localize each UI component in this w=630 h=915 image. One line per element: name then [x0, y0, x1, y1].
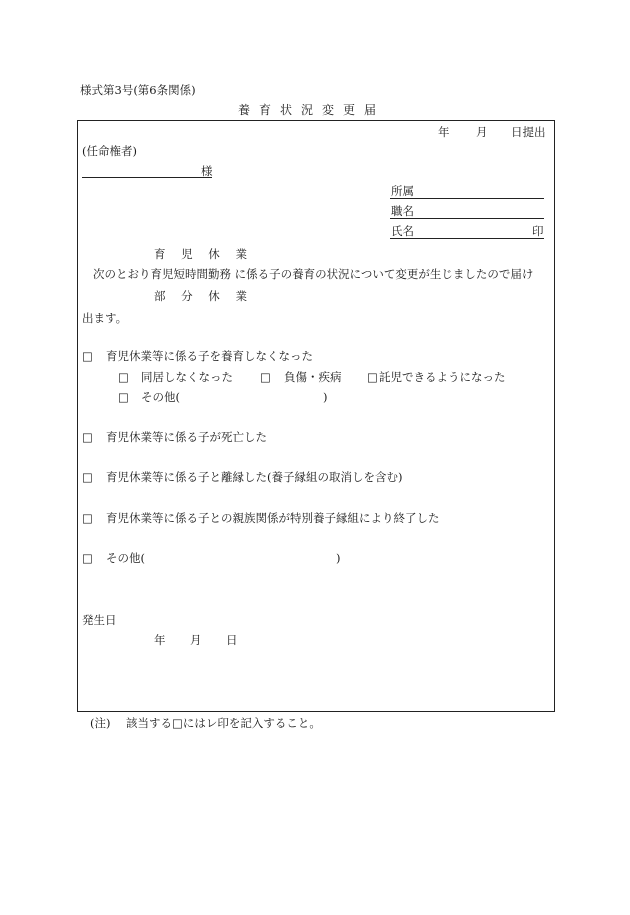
seal-label: 印 [532, 224, 544, 238]
checkbox-option-5[interactable]: □ [82, 551, 93, 565]
date-month-label: 月 [476, 125, 488, 139]
checkbox-option-1[interactable]: □ [82, 349, 93, 363]
form-frame [77, 120, 555, 712]
dept-line[interactable] [390, 198, 544, 199]
sub-d-open: その他( [141, 390, 180, 404]
note-text: 該当する□にはレ印を記入すること。 [126, 716, 321, 730]
leave-type-partial: 部 分 休 業 [154, 289, 253, 303]
checkbox-option-4[interactable]: □ [82, 511, 93, 525]
statement-text: 次のとおり育児短時間勤務 に係る子の養育の状況について変更が生じましたので届け [93, 267, 534, 281]
name-line[interactable] [390, 238, 544, 239]
occurrence-day: 日 [226, 633, 238, 647]
date-day-submitted-label: 日提出 [511, 125, 546, 139]
option-5-open: その他( [106, 551, 145, 565]
checkbox-sub-c[interactable]: □ [367, 370, 378, 384]
occurrence-month: 月 [190, 633, 202, 647]
statement-continuation: 出ます。 [82, 311, 128, 325]
sub-d-close: ) [323, 390, 328, 404]
name-label: 氏名 [391, 224, 414, 238]
authority-name-line[interactable] [82, 177, 212, 178]
checkbox-sub-d[interactable]: □ [118, 390, 129, 404]
checkbox-sub-a[interactable]: □ [118, 370, 129, 384]
option-2-text: 育児休業等に係る子が死亡した [106, 430, 267, 444]
occurrence-label: 発生日 [82, 613, 117, 627]
authority-label: (任命権者) [82, 144, 137, 158]
note-label: (注) [90, 716, 111, 730]
option-4-text: 育児休業等に係る子との親族関係が特別養子縁組により終了した [106, 511, 440, 525]
sub-a-text: 同居しなくなった [141, 370, 233, 384]
position-line[interactable] [390, 218, 544, 219]
option-5-close: ) [336, 551, 341, 565]
leave-type-childcare: 育 児 休 業 [154, 247, 253, 261]
position-label: 職名 [391, 204, 414, 218]
sub-c-text: 託児できるようになった [379, 370, 506, 384]
option-1-text: 育児休業等に係る子を養育しなくなった [106, 349, 313, 363]
form-title: 養育状況変更届 [238, 103, 386, 117]
sub-b-text: 負傷・疾病 [284, 370, 342, 384]
option-3-text: 育児休業等に係る子と離縁した(養子縁組の取消しを含む) [106, 470, 403, 484]
checkbox-option-3[interactable]: □ [82, 470, 93, 484]
authority-honorific: 様 [201, 164, 213, 178]
occurrence-year: 年 [154, 633, 166, 647]
form-number: 様式第3号(第6条関係) [80, 83, 196, 97]
checkbox-sub-b[interactable]: □ [260, 370, 271, 384]
checkbox-option-2[interactable]: □ [82, 430, 93, 444]
dept-label: 所属 [391, 184, 414, 198]
date-year-label: 年 [438, 125, 450, 139]
